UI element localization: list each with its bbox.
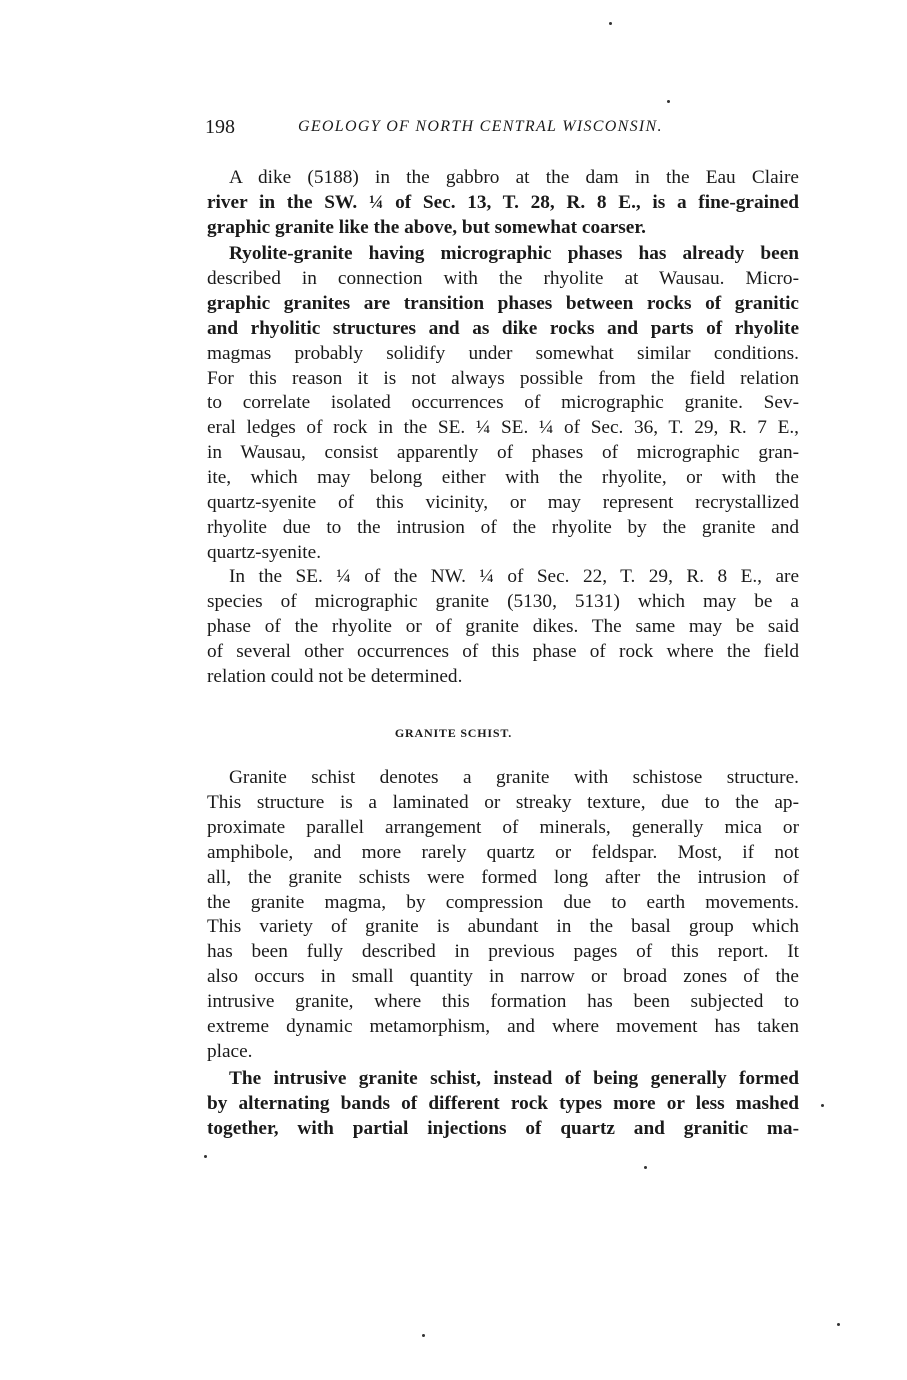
scan-speck <box>422 1334 425 1337</box>
text-line: described in connection with the rhyolite at Wausau. Micro- <box>207 267 799 289</box>
text-line: A dike (5188) in the gabbro at the dam in the Eau Claire <box>229 167 799 188</box>
scan-speck <box>837 1323 840 1326</box>
paragraph-granite-schist <box>207 766 799 1065</box>
text-line: magmas probably solidify under somewhat similar conditions. <box>207 342 799 364</box>
text-line: rhyolite due to the intrusion of the rhyolite by the granite and <box>207 516 799 538</box>
scan-speck <box>667 100 670 103</box>
paragraph-ryolite-granite <box>207 242 799 566</box>
text-line: extreme dynamic metamorphism, and where movement has taken <box>207 1016 799 1038</box>
page-number: 198 <box>205 116 235 138</box>
text-line: intrusive granite, where this formation has been subjected to <box>207 991 799 1013</box>
page-header <box>205 116 805 140</box>
text-line: also occurs in small quantity in narrow or broad zones of the <box>207 966 799 988</box>
scan-speck <box>821 1104 824 1107</box>
paragraph-intrusive-granite-schist <box>207 1067 799 1142</box>
text-line: place. <box>207 1040 253 1062</box>
text-line: phase of the rhyolite or of granite dikes. The same may be said <box>207 615 799 637</box>
text-line: graphic granite like the above, but somewhat coarser. <box>207 216 646 238</box>
text-line: Ryolite-granite having micrographic phases has already been <box>229 243 799 264</box>
text-line: eral ledges of rock in the SE. ¼ SE. ¼ of Sec. 36, T. 29, R. 7 E., <box>207 417 799 439</box>
text-line: quartz-syenite of this vicinity, or may represent recrystallized <box>207 492 799 514</box>
text-line: by alternating bands of different rock types more or less mashed <box>207 1092 799 1114</box>
running-title: GEOLOGY OF NORTH CENTRAL WISCONSIN. <box>298 118 663 135</box>
text-line: graphic granites are transition phases between rocks of granitic <box>207 292 799 314</box>
paragraph-se-quarter-nw <box>207 565 799 690</box>
paragraph-dike-5188 <box>207 166 799 241</box>
text-line: relation could not be determined. <box>207 665 463 687</box>
text-line: together, with partial injections of quartz and granitic ma- <box>207 1117 799 1139</box>
text-line: the granite magma, by compression due to earth movements. <box>207 891 799 913</box>
text-line: to correlate isolated occurrences of micrographic granite. Sev- <box>207 392 799 414</box>
text-line: ite, which may belong either with the rhyolite, or with the <box>207 467 799 489</box>
text-line: amphibole, and more rarely quartz or feldspar. Most, if not <box>207 841 799 863</box>
text-line: In the SE. ¼ of the NW. ¼ of Sec. 22, T. 29, R. 8 E., are <box>229 566 799 587</box>
scan-speck <box>609 22 612 25</box>
text-line: The intrusive granite schist, instead of being generally formed <box>229 1068 799 1089</box>
text-line: proximate parallel arrangement of minerals, generally mica or <box>207 816 799 838</box>
text-line: in Wausau, consist apparently of phases of micrographic gran- <box>207 442 799 464</box>
text-line: For this reason it is not always possible from the field relation <box>207 367 799 389</box>
section-heading: GRANITE SCHIST. <box>394 726 513 740</box>
text-line: quartz-syenite. <box>207 541 322 563</box>
text-line: species of micrographic granite (5130, 5131) which may be a <box>207 590 799 612</box>
text-line: all, the granite schists were formed long after the intrusion of <box>207 866 799 888</box>
scan-speck <box>204 1155 207 1158</box>
text-line: of several other occurrences of this phase of rock where the field <box>207 640 799 662</box>
text-line: This structure is a laminated or streaky texture, due to the ap- <box>207 791 799 813</box>
text-line: and rhyolitic structures and as dike rocks and parts of rhyolite <box>207 317 799 339</box>
text-line: Granite schist denotes a granite with schistose structure. <box>229 767 799 788</box>
text-line: has been fully described in previous pages of this report. It <box>207 941 799 963</box>
scan-speck <box>644 1166 647 1169</box>
text-line: river in the SW. ¼ of Sec. 13, T. 28, R. 8 E., is a fine-grained <box>207 191 799 213</box>
text-line: This variety of granite is abundant in the basal group which <box>207 916 799 938</box>
